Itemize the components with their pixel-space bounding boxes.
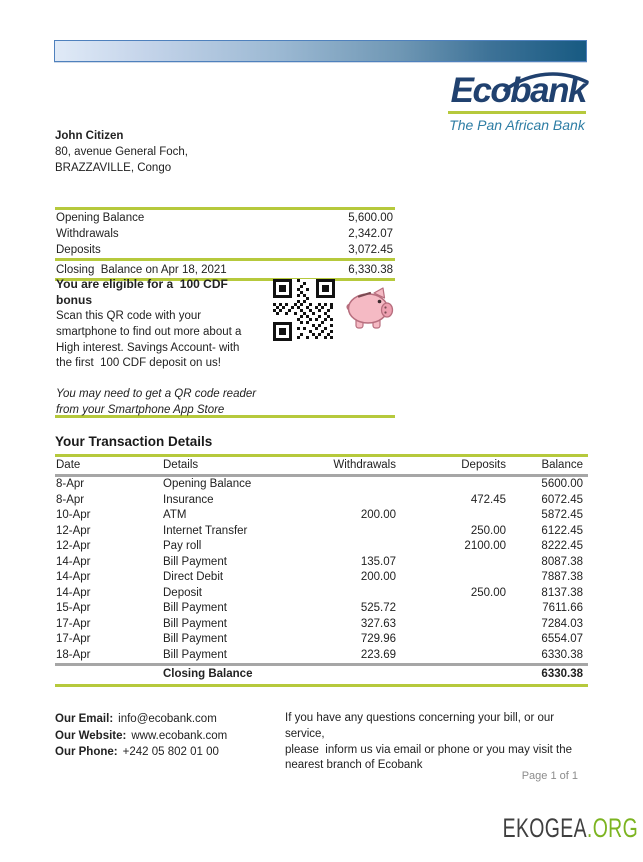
summary-label: Withdrawals	[56, 228, 119, 240]
table-cell: 17-Apr	[56, 633, 91, 645]
table-cell	[397, 508, 507, 524]
column-header-details: Details	[162, 456, 292, 476]
table-row	[55, 539, 588, 555]
table-cell: 250.00	[470, 524, 506, 537]
table-row	[55, 648, 588, 665]
qr-code-image	[273, 279, 335, 341]
table-cell	[292, 539, 397, 555]
table-cell: 18-Apr	[56, 648, 91, 661]
table-cell: 15-Apr	[56, 602, 91, 614]
table-cell: 7284.03	[541, 617, 583, 630]
column-header-date: Date	[55, 456, 162, 476]
table-cell: 2100.00	[464, 540, 506, 552]
table-row	[55, 570, 588, 586]
table-cell: Opening Balance	[163, 478, 252, 490]
customer-address-block	[55, 128, 188, 176]
watermark-text: EKOGEA	[502, 813, 587, 843]
contact-email-label: Our Email:	[55, 713, 114, 725]
table-cell: 12-Apr	[56, 540, 91, 552]
summary-label: Opening Balance	[56, 212, 145, 224]
ecobank-logo	[448, 72, 586, 133]
contact-phone	[55, 744, 227, 761]
table-row	[55, 555, 588, 571]
table-row	[55, 493, 588, 509]
table-cell	[397, 570, 507, 586]
summary-value: 2,342.07	[348, 228, 393, 240]
promo-body: Scan this QR code with your smartphone to find out more about a High interest. Savings Account- with the first 100 CDF deposit on us!	[56, 310, 242, 370]
transaction-details-section	[55, 434, 588, 687]
summary-label: Deposits	[56, 244, 101, 256]
summary-row-opening	[55, 210, 395, 226]
closing-balance-row	[55, 665, 588, 686]
transactions-title: Your Transaction Details	[55, 434, 213, 449]
table-cell: 6554.07	[541, 633, 583, 645]
contact-phone-value: +242 05 802 01 00	[122, 746, 219, 758]
table-cell: Bill Payment	[163, 633, 227, 645]
table-cell: 6122.45	[541, 524, 583, 537]
table-cell	[292, 586, 397, 602]
table-cell: 7887.38	[541, 571, 583, 583]
transactions-header	[55, 456, 588, 476]
table-cell: 14-Apr	[56, 555, 91, 568]
table-cell: 5600.00	[541, 478, 583, 490]
table-row	[55, 476, 588, 493]
contact-email-value: info@ecobank.com	[118, 713, 217, 725]
table-cell: 525.72	[360, 602, 396, 614]
promo-note: You may need to get a QR code reader from your Smartphone App Store	[56, 388, 257, 416]
logo-underline	[448, 111, 586, 114]
logo-swoosh-icon	[502, 64, 590, 101]
summary-value: 6,330.38	[348, 263, 393, 276]
column-header-balance: Balance	[507, 456, 588, 476]
table-cell: Bill Payment	[163, 617, 227, 630]
table-cell	[292, 493, 397, 509]
table-cell: Pay roll	[163, 540, 202, 552]
qr-finder-icon	[316, 279, 335, 298]
table-cell: Insurance	[163, 493, 214, 506]
table-cell	[397, 632, 507, 648]
table-cell: 327.63	[360, 617, 396, 630]
page-number: Page 1 of 1	[521, 770, 578, 782]
table-cell	[292, 524, 397, 540]
column-header-deposits: Deposits	[397, 456, 507, 476]
contact-website-value: www.ecobank.com	[131, 729, 228, 742]
ecobank-logo-text: Ecobank	[450, 71, 586, 110]
summary-value: 3,072.45	[348, 244, 393, 256]
closing-balance-label: Closing Balance	[162, 665, 292, 686]
table-row	[55, 524, 588, 540]
table-cell: 5872.45	[541, 509, 583, 521]
table-row	[55, 617, 588, 633]
contact-email	[55, 711, 227, 728]
table-cell: 200.00	[360, 509, 396, 521]
customer-address-line1: 80, avenue General Foch,	[55, 146, 188, 158]
table-cell: 14-Apr	[56, 586, 91, 599]
table-cell: Bill Payment	[163, 648, 227, 661]
watermark-suffix: .ORG	[586, 813, 638, 843]
table-cell: 14-Apr	[56, 571, 91, 583]
table-cell: 8087.38	[541, 555, 583, 568]
table-cell: Direct Debit	[163, 571, 224, 583]
table-cell: 729.96	[360, 633, 396, 645]
table-cell: 472.45	[470, 493, 506, 506]
table-cell: 10-Apr	[56, 509, 91, 521]
piggy-bank-image	[344, 284, 394, 335]
table-cell: Internet Transfer	[163, 524, 248, 537]
watermark	[503, 813, 638, 844]
table-cell: 6330.38	[541, 648, 583, 661]
promo-text-block	[55, 277, 278, 418]
contact-website-label: Our Website:	[55, 729, 127, 742]
table-cell: Deposit	[163, 586, 202, 599]
table-row	[55, 586, 588, 602]
table-cell	[397, 555, 507, 571]
table-cell: 200.00	[360, 571, 396, 583]
table-cell: 135.07	[360, 555, 396, 568]
header-gradient-bar	[54, 40, 587, 62]
table-cell	[397, 601, 507, 617]
table-cell: 250.00	[470, 586, 506, 599]
column-header-withdrawals: Withdrawals	[292, 456, 397, 476]
table-cell: 8-Apr	[56, 493, 85, 506]
contact-website	[55, 728, 227, 745]
promo-heading: You are eligible for a 100 CDF bonus	[56, 277, 228, 307]
footer-note: If you have any questions concerning your bill, or our service, please inform us via email or phone or you may visit the nearest branch of Ecobank	[285, 712, 572, 772]
ecobank-logo-wordmark	[448, 72, 586, 109]
contact-phone-label: Our Phone:	[55, 746, 118, 758]
summary-row-withdrawals	[55, 226, 395, 242]
table-cell: 12-Apr	[56, 524, 91, 537]
transactions-table	[55, 454, 588, 687]
table-cell	[397, 617, 507, 633]
table-cell	[292, 476, 397, 493]
table-cell	[397, 648, 507, 665]
logo-tagline: The Pan African Bank	[449, 117, 585, 133]
table-cell: 6072.45	[541, 493, 583, 506]
customer-address-line2: BRAZZAVILLE, Congo	[55, 162, 172, 174]
qr-modules	[273, 279, 276, 282]
summary-label: Closing Balance on Apr 18, 2021	[56, 263, 227, 276]
table-cell: 17-Apr	[56, 617, 91, 630]
summary-row-deposits	[55, 242, 395, 258]
table-cell: 8137.38	[541, 586, 583, 599]
table-cell: Bill Payment	[163, 555, 227, 568]
summary-value: 5,600.00	[348, 212, 393, 224]
table-cell: 223.69	[360, 648, 396, 661]
transactions-body	[55, 476, 588, 665]
table-cell	[397, 476, 507, 493]
table-row	[55, 632, 588, 648]
table-row	[55, 601, 588, 617]
closing-balance-value: 6330.38	[507, 665, 588, 686]
balance-summary-table	[55, 207, 395, 281]
table-cell: Bill Payment	[163, 602, 227, 614]
qr-finder-icon	[273, 322, 292, 341]
footer-contacts	[55, 711, 227, 761]
table-cell: 8222.45	[541, 540, 583, 552]
table-cell: 7611.66	[542, 602, 583, 614]
customer-name: John Citizen	[55, 130, 124, 142]
table-row	[55, 508, 588, 524]
table-cell: ATM	[163, 509, 187, 521]
table-cell: 8-Apr	[56, 478, 85, 490]
promo-offer-box	[55, 277, 395, 418]
